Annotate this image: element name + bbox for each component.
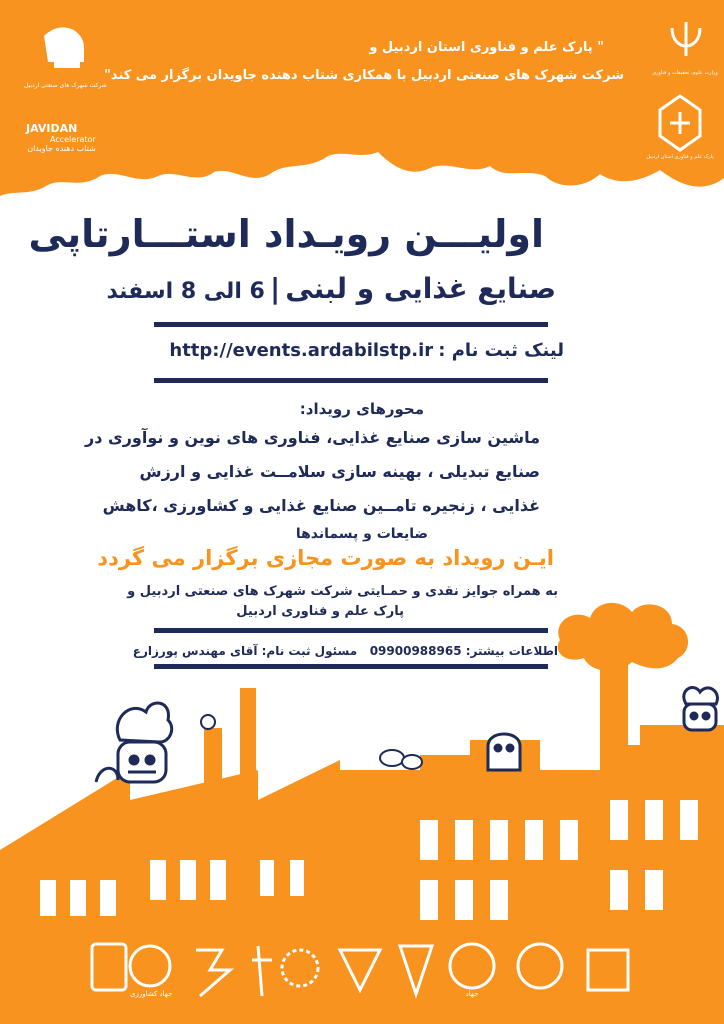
prizes-line-1: به همراه جوایز نقدی و حمـایتی شرکت شهرک های صنعتی اردبیل و [127, 584, 558, 599]
park-logo-caption: پارک علم و فناوری استان اردبیل [646, 154, 714, 160]
event-subtitle: صنایع غذایی و لبنی [285, 272, 556, 305]
contact-row [133, 644, 558, 658]
subtitle-row [106, 272, 556, 305]
event-title: اولیـــن رویـداد استـــارتاپی [28, 212, 544, 256]
registration-row [169, 340, 564, 361]
topics-line-3: غذایی ، زنجیره تامــین صنایع غذایی و کشاورزی ،کاهش [102, 496, 540, 515]
event-dates: 6 الی 8 اسفند [106, 279, 265, 304]
virtual-note: ایـن رویداد به صورت مجازی برگزار می گردد [97, 546, 554, 570]
chef-character-left [96, 703, 172, 782]
topics-heading: محورهای رویداد: [299, 400, 424, 418]
footer-logo-caption-jahad-keshavarzi: جهاد کشاورزی [130, 990, 173, 998]
prizes-line-2: پارک علم و فناوری اردبیل [236, 604, 404, 619]
factory-building [340, 725, 724, 1024]
industrial-park-logo [44, 27, 84, 68]
header-line-1: " پارک علم و فناوری استان اردبیل و [369, 40, 604, 55]
javidan-logo-name: JAVIDAN [26, 122, 78, 135]
chef-character-right [684, 688, 718, 730]
ministry-logo-caption: وزارت علوم، تحقیقات و فناوری [652, 70, 718, 76]
topics-line-2: صنایع تبدیلی ، بهینه سازی سلامــت غذایی و ارزش [139, 462, 540, 481]
javidan-logo-sub: Accelerator [50, 135, 96, 144]
industrial-logo-caption: شرکت شهرک های صنعتی اردبیل [24, 82, 107, 89]
top-cloud-band [0, 0, 724, 196]
contact-rule [154, 664, 548, 669]
ghost-character [488, 734, 520, 770]
javidan-logo [26, 122, 96, 153]
registration-link[interactable]: http://events.ardabilstp.ir [169, 340, 434, 361]
contact-responsible: مسئول ثبت نام: آقای مهندس پورزارع [132, 644, 358, 658]
header-line-2: شرکت شهرک های صنعتی اردبیل با همکاری شتاب دهنده جاویدان برگزار می کند" [104, 68, 624, 83]
contact-label: اطلاعات بیشتر: [465, 644, 558, 658]
prizes-rule [154, 628, 548, 633]
registration-label: لینک ثبت نام : [438, 340, 564, 361]
chimney-2 [600, 658, 628, 748]
topics-line-4: ضایعات و پسماندها [295, 526, 428, 542]
title-divider: | [269, 272, 281, 305]
peek-characters [201, 715, 422, 769]
footer-logo-caption-jahad-daneshgahi: جهاد [465, 990, 479, 998]
registration-rule [154, 378, 548, 383]
javidan-logo-fa: شتاب دهنده جاویدان [27, 144, 96, 153]
contact-phone[interactable]: 09900988965 [369, 644, 462, 658]
title-rule [154, 322, 548, 327]
topics-line-1: ماشین سازی صنایع غذایی، فناوری های نوین و نوآوری در [85, 428, 540, 447]
